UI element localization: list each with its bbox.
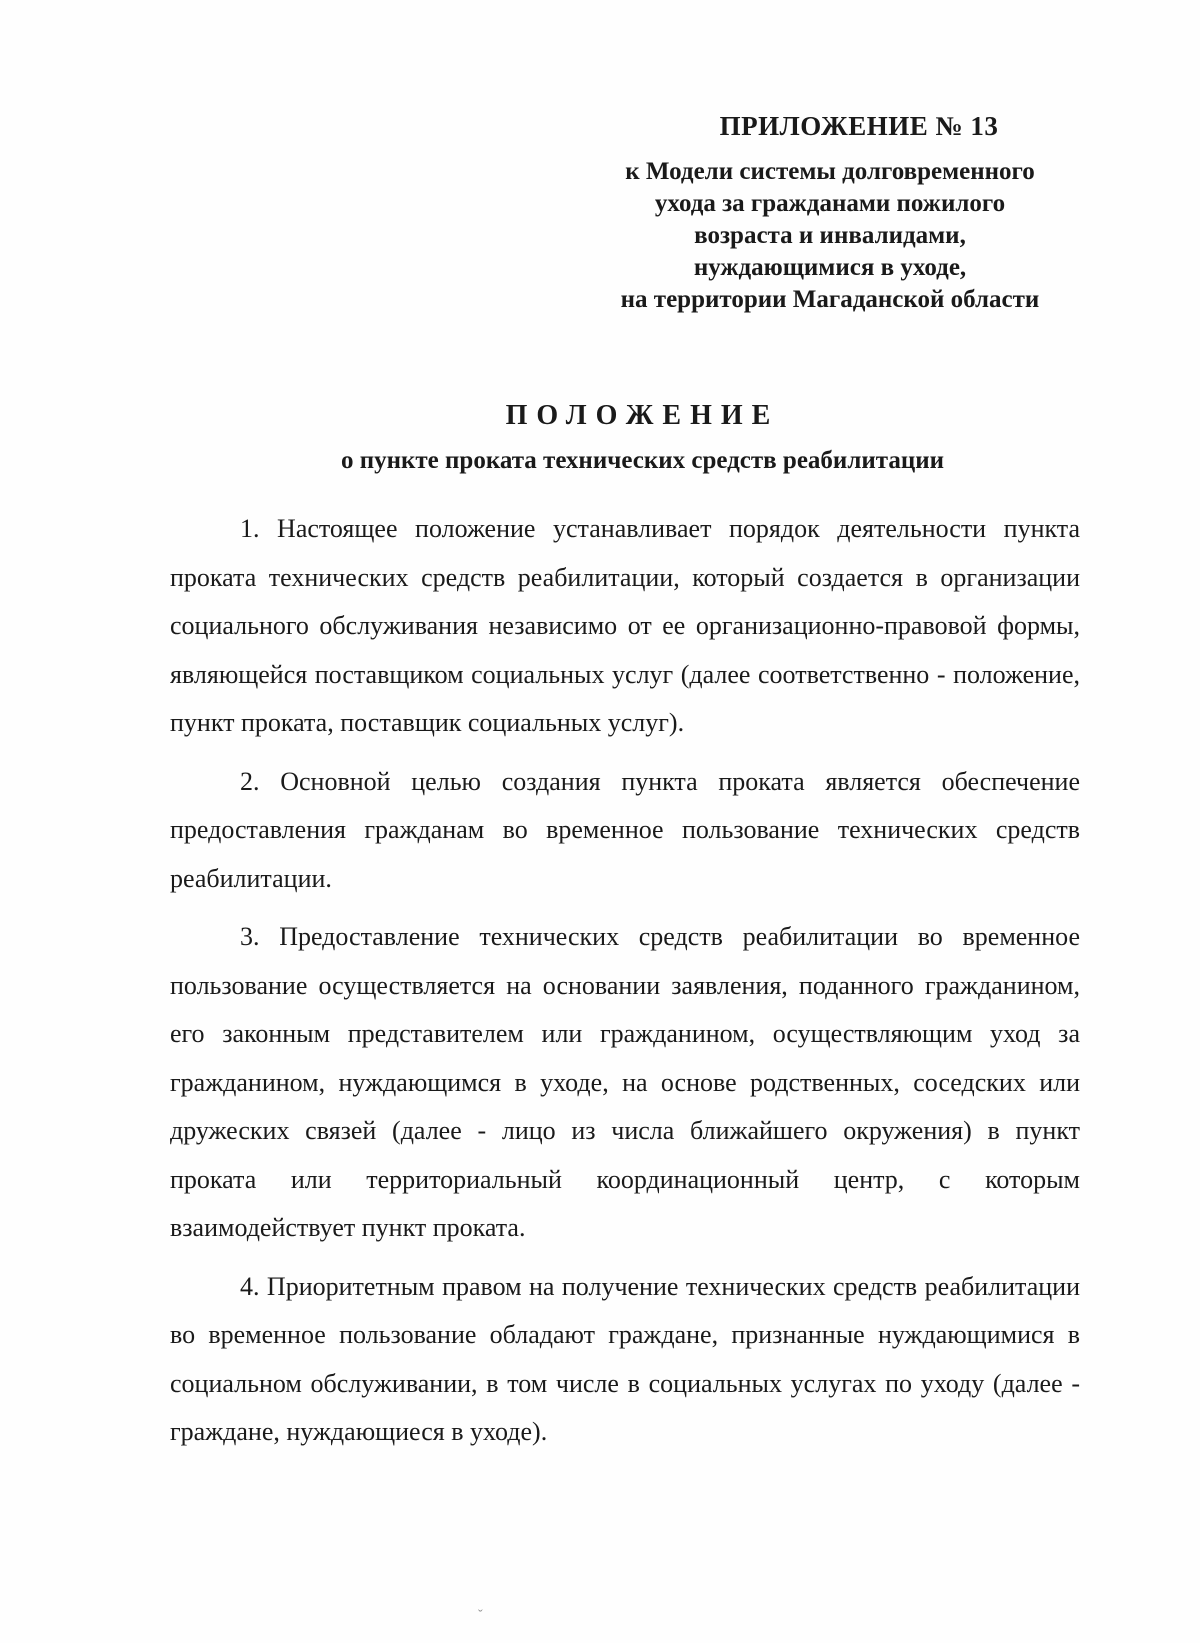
appendix-header	[580, 110, 1080, 316]
appendix-reference	[580, 156, 1080, 316]
paragraph-3: 3. Предоставление технических средств реабилитации во временное пользование осуществляется на основании заявления, поданного гражданином, его законным представителем или гражданином, осуществляющим уход за гражданином, нуждающимся в уходе, на основе родственных, соседских или дружеских связей (далее - лицо из числа ближайшего окружения) в пункт проката или территориальный координационный центр, с которым взаимодействует пункт проката.	[170, 922, 1080, 1242]
appendix-line: ухода за гражданами пожилого	[654, 190, 1006, 217]
document-subtitle: о пункте проката технических средств реабилитации	[340, 447, 945, 474]
paragraph-4: 4. Приоритетным правом на получение технических средств реабилитации во временное пользование обладают граждане, признанные нуждающимися в социальном обслуживании, в том числе в социальных услугах по уходу (далее - граждане, нуждающиеся в уходе).	[170, 1271, 1080, 1446]
appendix-line: возраста и инвалидами,	[694, 222, 966, 249]
appendix-line: нуждающимися в уходе,	[693, 254, 967, 281]
document-body	[170, 505, 1080, 1467]
appendix-line: к Модели системы долговременного	[625, 158, 1035, 185]
appendix-line: на территории Магаданской области	[620, 286, 1040, 313]
scan-mark: ˇ	[478, 1608, 483, 1623]
appendix-title: ПРИЛОЖЕНИЕ № 13	[719, 111, 999, 141]
document-title: ПОЛОЖЕНИЕ	[505, 400, 780, 431]
paragraph-1: 1. Настоящее положение устанавливает порядок деятельности пункта проката технических средств реабилитации, который создается в организации социального обслуживания независимо от ее организационно-правовой формы, являющейся поставщиком социальных услуг (далее соответственно - положение, пункт проката, поставщик социальных услуг).	[170, 514, 1080, 737]
paragraph-2: 2. Основной целью создания пункта проката является обеспечение предоставления гражданам во временное пользование технических средств реабилитации.	[170, 766, 1080, 893]
